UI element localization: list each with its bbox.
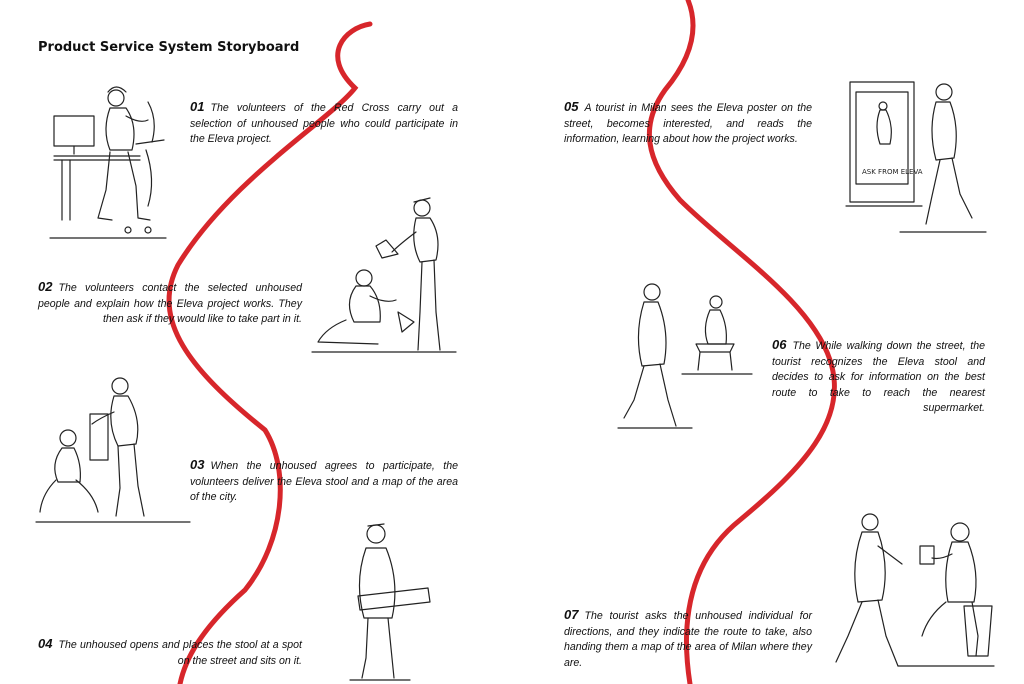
step-number: 03 xyxy=(190,457,205,472)
step-text: The tourist asks the unhoused individual for directions, and they indicate the route to take, also handing them a map of the area of Milan where they are. xyxy=(564,610,812,669)
asking-directions-illustration xyxy=(828,506,998,676)
step-text: A tourist in Milan sees the Eleva poster on the street, becomes interested, and reads the information, learning about how the project works. xyxy=(564,102,812,146)
step-04 xyxy=(38,635,302,669)
volunteer-at-computer-illustration xyxy=(40,80,170,250)
poster-viewer-illustration xyxy=(840,78,990,238)
volunteer-talking-illustration xyxy=(306,192,466,362)
step-03 xyxy=(190,456,458,506)
step-07 xyxy=(564,606,812,671)
step-02 xyxy=(38,278,302,328)
step-text: The volunteers contact the selected unhoused people and explain how the Eleva project works. They then ask if they would like to take part in it. xyxy=(38,282,302,326)
step-text: The volunteers of the Red Cross carry out a selection of unhoused people who could participate in the Eleva project. xyxy=(190,102,458,146)
step-number: 07 xyxy=(564,607,579,622)
tourist-walking-illustration xyxy=(612,278,762,438)
step-06 xyxy=(772,336,985,416)
step-number: 01 xyxy=(190,99,205,114)
step-number: 02 xyxy=(38,279,53,294)
page-title: Product Service System Storyboard xyxy=(38,40,300,55)
step-number: 06 xyxy=(772,337,787,352)
step-number: 04 xyxy=(38,636,53,651)
step-number: 05 xyxy=(564,99,579,114)
poster-text: ASK FROM ELEVA xyxy=(862,168,923,176)
person-with-stool-illustration xyxy=(340,518,450,684)
delivering-stool-illustration xyxy=(34,372,194,532)
step-text: The While walking down the street, the tourist recognizes the Eleva stool and decides to ask for information on the best route to take to reach the nearest supermarket. xyxy=(772,340,985,414)
step-text: The unhoused opens and places the stool at a spot on the street and sits on it. xyxy=(58,639,302,667)
step-01 xyxy=(190,98,458,148)
step-05 xyxy=(564,98,812,148)
step-text: When the unhoused agrees to participate, the volunteers deliver the Eleva stool and a map of the area of the city. xyxy=(190,460,458,504)
